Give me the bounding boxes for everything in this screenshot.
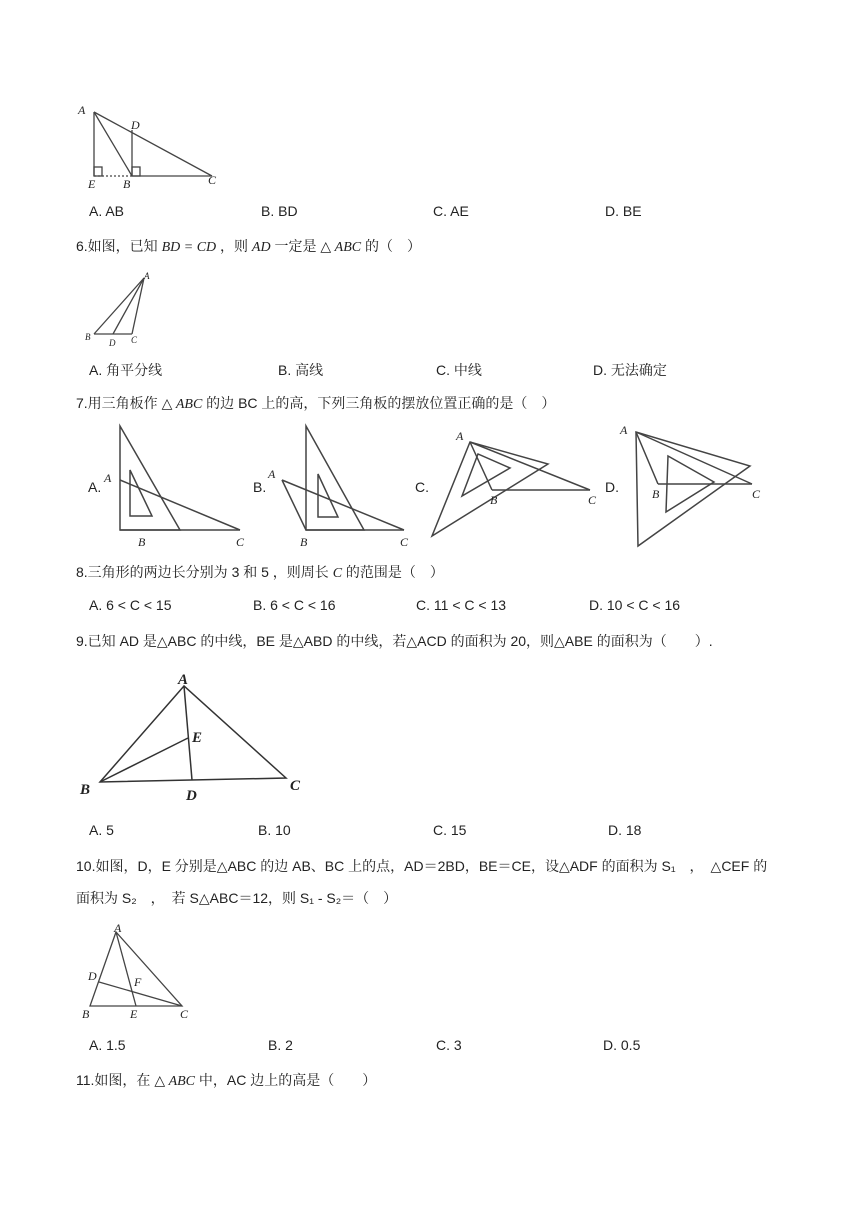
q6-label-c: C [131, 335, 138, 345]
q6-label-b: B [85, 332, 91, 342]
q9-option-d[interactable]: D. 18 [608, 822, 642, 838]
q7d-label-a: A [620, 423, 628, 437]
q6-math-bd-cd: BD = CD [161, 240, 217, 255]
q11-math-abc: △ ABC [154, 1074, 196, 1089]
q11-suffix: 中，AC 边上的高是（ ） [195, 1072, 377, 1088]
q5-label-b: B [123, 177, 131, 191]
q7-option-a[interactable]: A. [88, 479, 102, 495]
q7-math-abc: △ ABC [161, 397, 203, 412]
q11-prefix: 11.如图，在 [76, 1072, 155, 1088]
q9-label-a: A [178, 672, 189, 688]
q8-option-d[interactable]: D. 10 < C < 16 [589, 597, 681, 613]
q6-math-abc: △ ABC [320, 240, 362, 255]
q10-label-f: F [134, 975, 142, 989]
q9-label-c: C [290, 778, 301, 794]
q7-figure-a [100, 424, 250, 548]
q6-math-ad: AD [251, 240, 271, 255]
q7b-label-a: A [268, 467, 276, 481]
q7-figure-c [428, 424, 608, 548]
q9-label-e: E [192, 730, 203, 746]
q7a-label-b: B [138, 535, 146, 549]
q6-label-d: D [109, 338, 116, 348]
q7-option-d[interactable]: D. [605, 479, 619, 495]
q6-option-a[interactable]: A. 角平分线 [89, 362, 163, 378]
q6-option-c[interactable]: C. 中线 [436, 362, 482, 378]
q7c-label-b: B [490, 493, 498, 507]
q7c-label-a: A [456, 429, 464, 443]
q7b-label-b: B [300, 535, 308, 549]
q8-math-c: C [332, 566, 343, 581]
q7-option-c[interactable]: C. [415, 479, 429, 495]
q6-mid2: 一定是 [270, 238, 321, 254]
q10-label-e: E [130, 1007, 138, 1021]
q7-prefix: 7.用三角板作 [76, 395, 162, 411]
q5-option-c[interactable]: C. AE [433, 203, 469, 219]
q6-figure [84, 270, 154, 350]
q8-question [76, 563, 444, 583]
q10-label-c: C [180, 1007, 189, 1021]
q7a-label-c: C [236, 535, 245, 549]
q7-figure-b [264, 424, 414, 548]
q9-label-b: B [80, 782, 91, 798]
q10-question-line2: 面积为 S₂ ， 若 S△ABC＝12，则 S₁ - S₂＝（ ） [76, 890, 398, 906]
q8-option-c[interactable]: C. 11 < C < 13 [416, 597, 507, 613]
q5-option-b[interactable]: B. BD [261, 203, 298, 219]
q7b-label-c: C [400, 535, 409, 549]
q8-prefix: 8.三角形的两边长分别为 3 和 5 ，则周长 [76, 564, 333, 580]
q10-option-a[interactable]: A. 1.5 [89, 1037, 126, 1053]
q10-option-d[interactable]: D. 0.5 [603, 1037, 641, 1053]
q7-figure-d [618, 420, 778, 550]
q10-figure [76, 920, 206, 1024]
q7-option-b[interactable]: B. [253, 479, 267, 495]
q5-label-d: D [131, 118, 140, 132]
q5-label-c: C [208, 173, 217, 187]
q5-label-a: A [78, 103, 86, 117]
q9-option-a[interactable]: A. 5 [89, 822, 114, 838]
q5-figure [76, 104, 226, 190]
q10-option-c[interactable]: C. 3 [436, 1037, 462, 1053]
q9-option-c[interactable]: C. 15 [433, 822, 467, 838]
q6-prefix: 6.如图，已知 [76, 238, 162, 254]
q8-suffix: 的范围是（ ） [342, 564, 444, 580]
q9-question: 9.已知 AD 是△ABC 的中线，BE 是△ABD 的中线，若△ACD 的面积为 20，则△ABE 的面积为（ ）. [76, 633, 713, 649]
q10-question-line1: 10.如图，D，E 分别是△ABC 的边 AB、BC 上的点，AD＝2BD，BE＝CE，设△ADF 的面积为 S₁ ， △CEF 的 [76, 858, 768, 874]
q10-option-b[interactable]: B. 2 [268, 1037, 293, 1053]
q7d-label-c: C [752, 487, 761, 501]
q6-suffix: 的（ ） [361, 238, 421, 254]
q6-option-b[interactable]: B. 高线 [278, 362, 324, 378]
q7a-label-a: A [104, 471, 112, 485]
q7c-label-c: C [588, 493, 597, 507]
q7-suffix: 的边 BC 上的高，下列三角板的摆放位置正确的是（ ） [202, 395, 556, 411]
q10-label-a: A [114, 921, 122, 935]
q6-option-d[interactable]: D. 无法确定 [593, 362, 667, 378]
q6-question [76, 237, 421, 257]
q8-option-a[interactable]: A. 6 < C < 15 [89, 597, 172, 613]
q9-option-b[interactable]: B. 10 [258, 822, 291, 838]
q7d-label-b: B [652, 487, 660, 501]
q5-option-d[interactable]: D. BE [605, 203, 642, 219]
q7-question [76, 394, 555, 414]
q8-option-b[interactable]: B. 6 < C < 16 [253, 597, 336, 613]
q5-label-e: E [88, 177, 96, 191]
q11-question [76, 1071, 376, 1091]
q10-label-d: D [88, 969, 97, 983]
q10-label-b: B [82, 1007, 90, 1021]
q9-label-d: D [186, 788, 197, 804]
q9-figure [76, 668, 316, 804]
q6-mid1: ，则 [216, 238, 252, 254]
q6-label-a: A [144, 271, 150, 281]
q5-option-a[interactable]: A. AB [89, 203, 125, 219]
